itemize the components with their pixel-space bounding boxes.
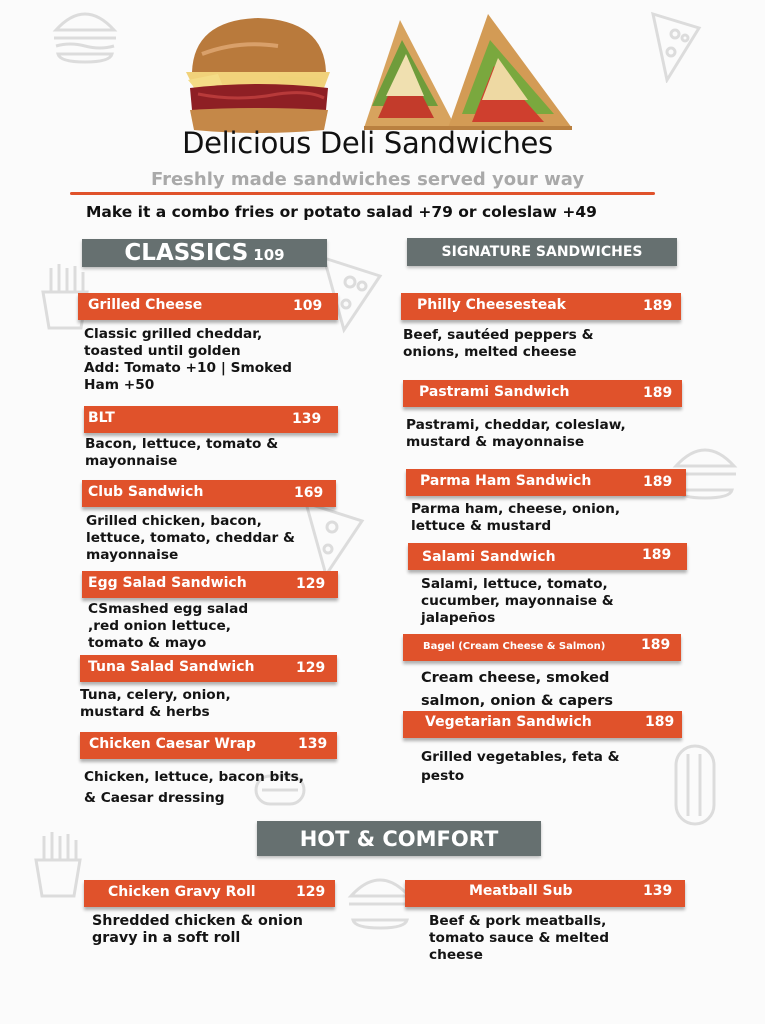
combo-note: Make it a combo fries or potato salad +79 or coleslaw +49 — [86, 203, 597, 221]
item-name: Egg Salad Sandwich — [88, 575, 247, 591]
item-name: Pastrami Sandwich — [419, 384, 570, 400]
item-description: Cream cheese, smoked salmon, onion & capers — [421, 670, 613, 709]
menu-item-salami-sandwich — [408, 543, 687, 570]
item-price: 129 — [296, 884, 326, 900]
item-name: Chicken Gravy Roll — [108, 884, 256, 900]
menu-item-egg-salad-sandwich — [82, 571, 338, 598]
item-price: 139 — [298, 736, 328, 752]
item-price: 189 — [641, 637, 671, 653]
pizza-doodle-icon — [300, 495, 370, 580]
section-hot-comfort-label: HOT & COMFORT — [299, 826, 499, 851]
menu-item-tuna-salad-sandwich — [80, 655, 337, 682]
title-divider — [70, 192, 655, 195]
section-signature-label: SIGNATURE SANDWICHES — [441, 244, 643, 260]
item-description: Beef & pork meatballs, tomato sauce & melted cheese — [429, 913, 610, 963]
menu-subtitle: Freshly made sandwiches served your way — [150, 169, 585, 190]
item-price: 129 — [296, 660, 326, 676]
item-name: Parma Ham Sandwich — [420, 473, 592, 489]
section-signature — [407, 238, 677, 266]
item-description: CSmashed egg salad ,red onion lettuce, tomato & mayo — [88, 601, 249, 651]
menu-item-philly-cheesesteak — [401, 293, 681, 320]
item-description: Beef, sautéed peppers & onions, melted cheese — [403, 327, 594, 360]
item-name: Chicken Caesar Wrap — [89, 736, 256, 752]
item-price: 129 — [296, 576, 326, 592]
item-name: Salami Sandwich — [422, 549, 556, 565]
item-description: Grilled vegetables, feta & pesto — [421, 749, 620, 784]
item-name: Philly Cheesesteak — [417, 297, 566, 313]
menu-item-chicken-gravy-roll — [84, 880, 335, 907]
item-name: Grilled Cheese — [88, 297, 203, 313]
item-price: 189 — [643, 298, 673, 314]
item-price: 189 — [645, 714, 675, 730]
menu-item-vegetarian-sandwich — [403, 711, 682, 738]
menu-item-meatball-sub — [405, 880, 685, 907]
item-price: 109 — [293, 298, 323, 314]
hotdog-doodle-icon — [660, 740, 730, 830]
burger-doodle-icon — [50, 4, 120, 66]
item-description: Bacon, lettuce, tomato & mayonnaise — [85, 436, 279, 469]
item-name: Vegetarian Sandwich — [425, 714, 592, 730]
menu-item-bagel-cream-cheese-salmon — [403, 634, 681, 661]
pizza-doodle-icon — [645, 8, 705, 83]
item-description: Chicken, lettuce, bacon bits, & Caesar dressing — [84, 769, 304, 806]
fries-doodle-icon — [28, 830, 88, 900]
section-hot-comfort — [257, 821, 541, 856]
item-name: Meatball Sub — [469, 883, 573, 899]
item-price: 189 — [643, 474, 673, 490]
item-description: Tuna, celery, onion, mustard & herbs — [80, 687, 231, 720]
item-description: Grilled chicken, bacon, lettuce, tomato, cheddar & mayonnaise — [86, 513, 295, 563]
item-name: Club Sandwich — [88, 484, 204, 500]
item-description: Pastrami, cheddar, coleslaw, mustard & mayonnaise — [406, 417, 626, 450]
item-description: Shredded chicken & onion gravy in a soft roll — [92, 913, 303, 946]
section-classics-label: CLASSICS — [124, 240, 249, 266]
item-price: 139 — [643, 883, 673, 899]
menu-item-parma-ham-sandwich — [406, 469, 686, 496]
item-price: 139 — [292, 411, 322, 427]
menu-item-pastrami-sandwich — [403, 380, 682, 407]
menu-item-club-sandwich — [82, 480, 336, 507]
item-name: Tuna Salad Sandwich — [88, 659, 255, 675]
item-name: Bagel (Cream Cheese & Salmon) — [423, 641, 606, 652]
item-description: Salami, lettuce, tomato, cucumber, mayonnaise & jalapeños — [421, 576, 614, 626]
section-classics — [82, 239, 327, 267]
menu-item-chicken-caesar-wrap — [80, 732, 337, 759]
section-classics-price: 109 — [253, 246, 285, 264]
item-price: 189 — [642, 547, 672, 563]
item-description: Classic grilled cheddar, toasted until golden Add: Tomato +10 | Smoked Ham +50 — [84, 326, 292, 393]
menu-item-grilled-cheese — [78, 293, 338, 320]
item-price: 189 — [643, 385, 673, 401]
menu-title: Delicious Deli Sandwiches — [182, 126, 553, 160]
item-name: BLT — [88, 410, 115, 426]
menu-item-blt — [84, 406, 338, 433]
item-description: Parma ham, cheese, onion, lettuce & mustard — [411, 501, 621, 534]
burger-image — [178, 14, 338, 136]
club-sandwich-image — [358, 10, 578, 134]
item-price: 169 — [294, 485, 324, 501]
